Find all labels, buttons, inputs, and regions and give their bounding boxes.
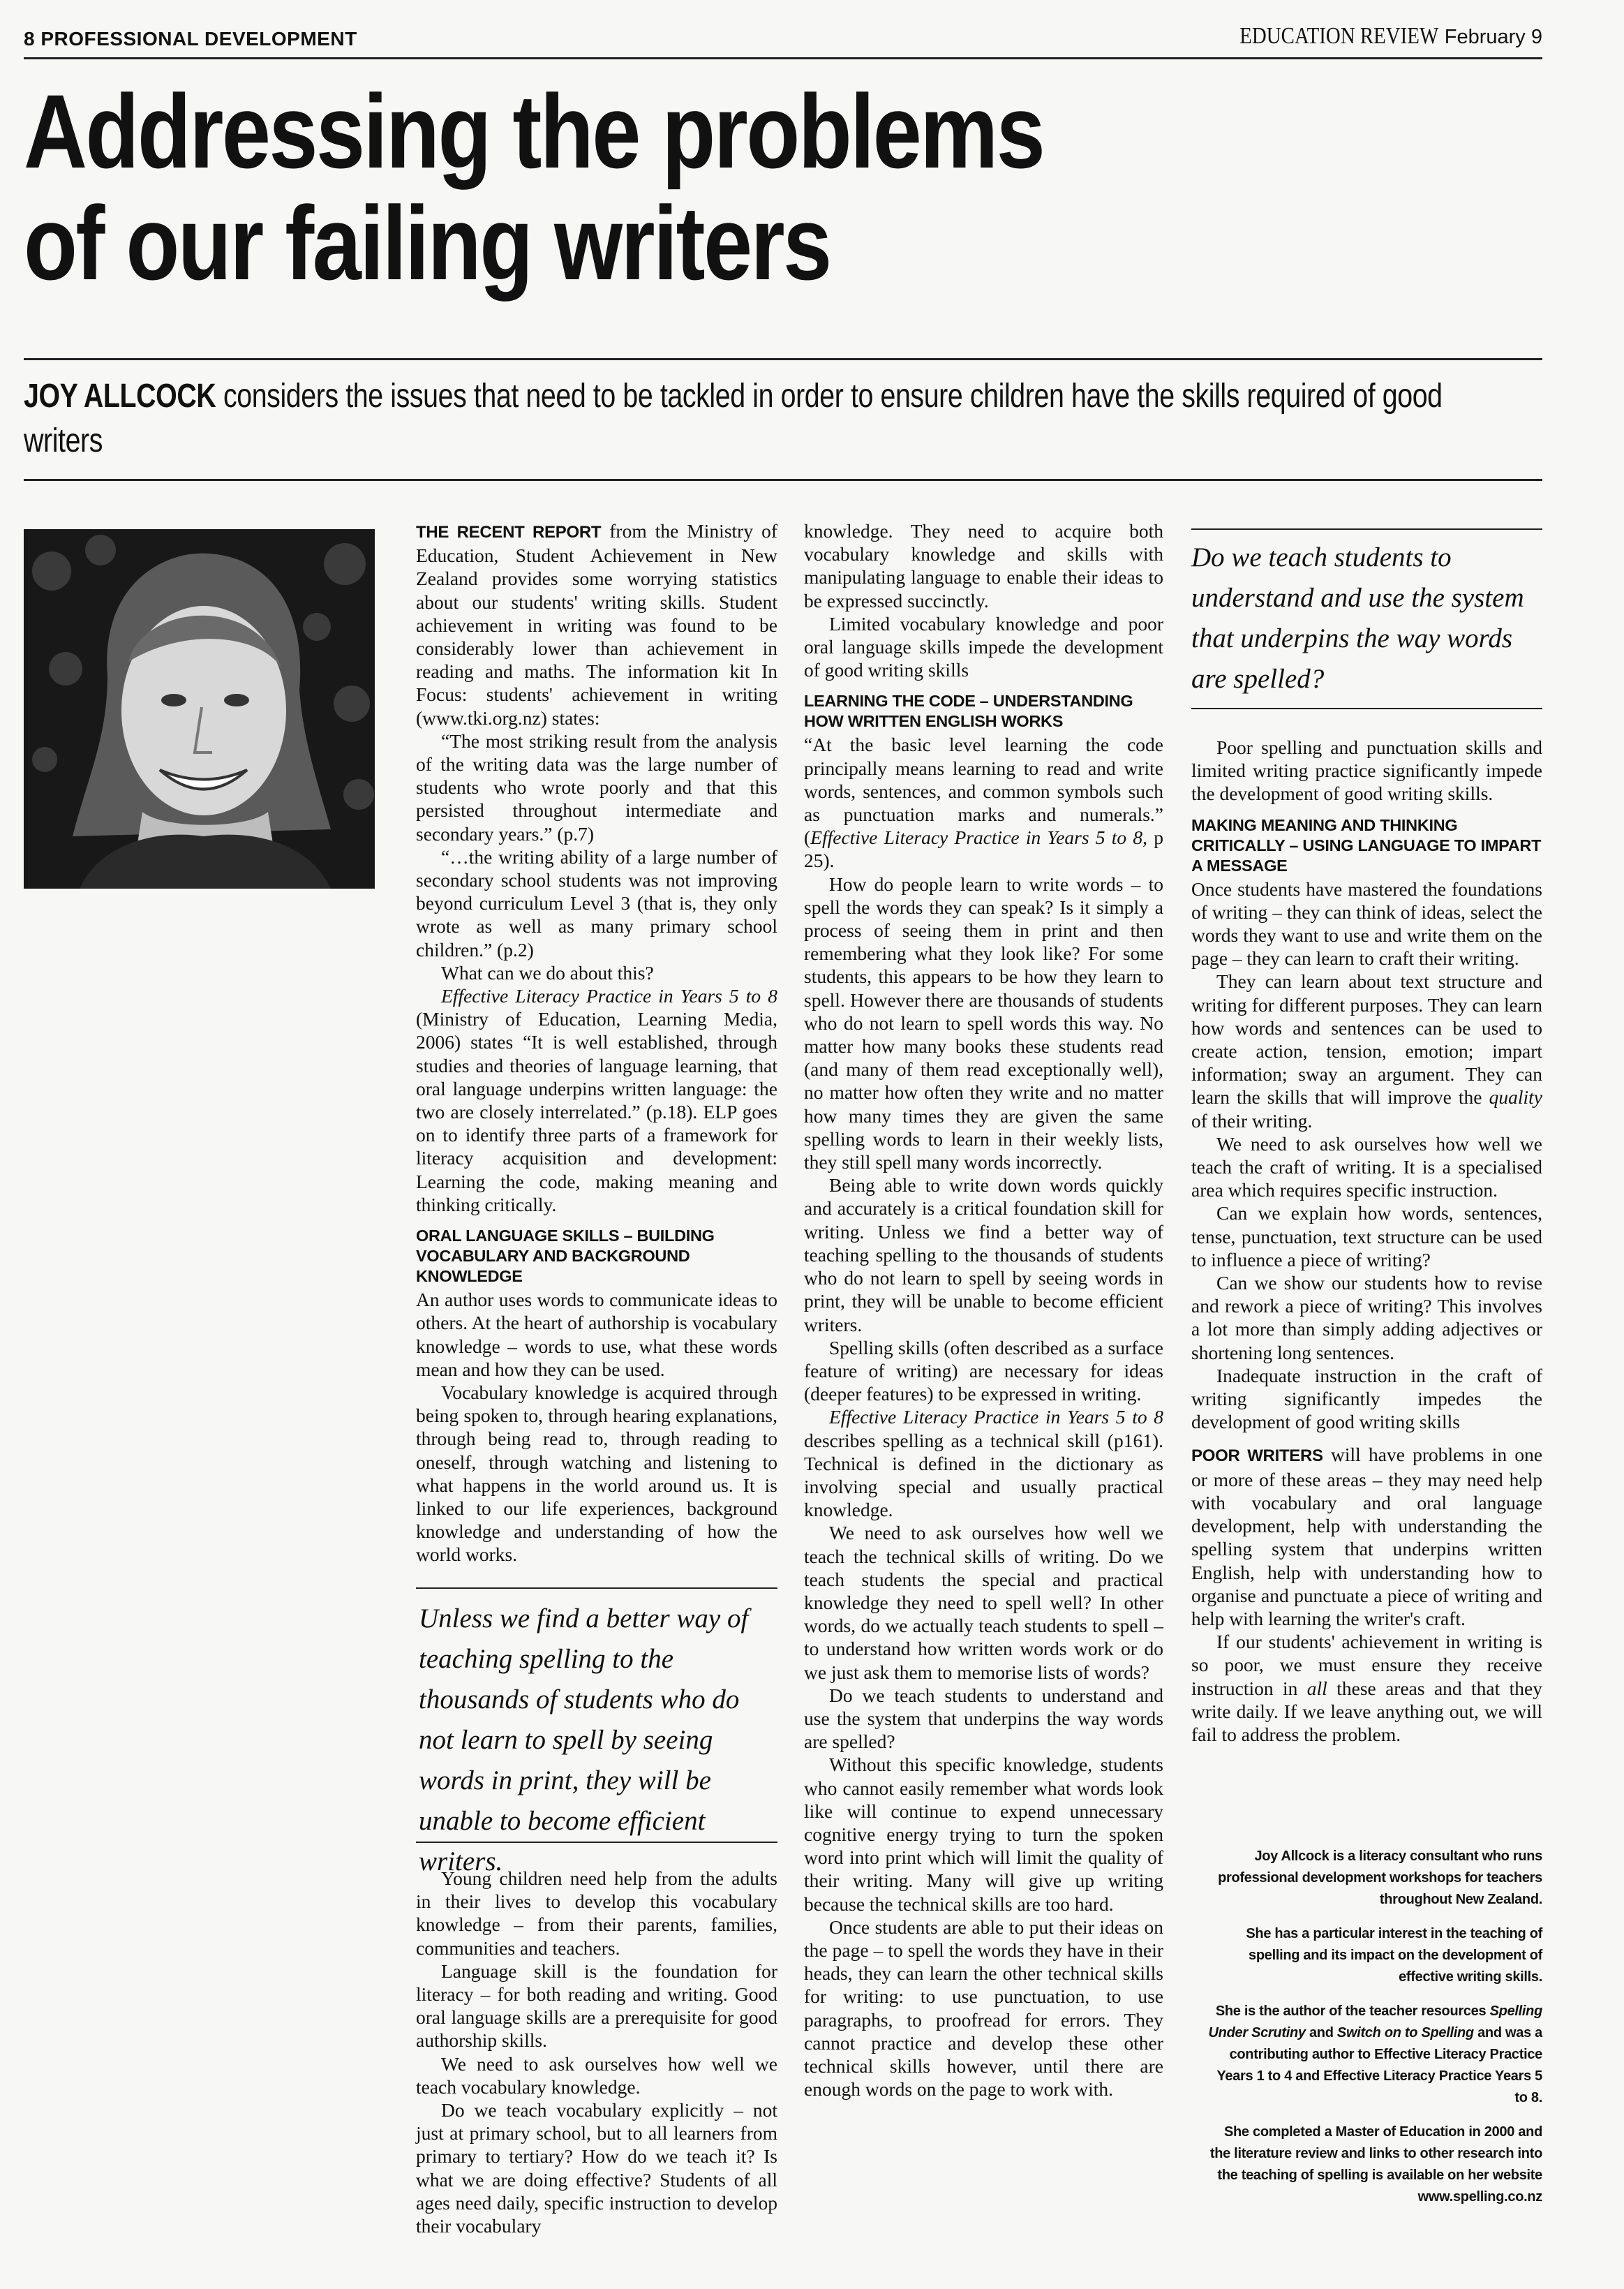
bio-para-3-a: She is the author of the teacher resources [1215,2003,1487,2019]
col2-para-9: Do we teach students to understand and use the system that underpins the way words are spelled? [804,1684,1163,1753]
col3-para-3-a: They can learn about text structure and writing for different purposes. They can learn how words and sentences can be used to create action, tension, emotion; impart information; sway an argument. They can learn the skills that will improve the [1191,970,1542,1109]
col1-para-7: Vocabulary knowledge is acquired through being spoken to, through hearing explanations, through being read to, through reading to oneself, through watching and listening to what happens in the world around us. It is linked to our life experiences, background knowledge and understanding of how the world works. [416,1381,777,1566]
col3-para-7: Inadequate instruction in the craft of writing significantly impedes the development of good writing skills [1191,1364,1542,1433]
col1-subhead-oral-language: ORAL LANGUAGE SKILLS – BUILDING VOCABULARY AND BACKGROUND KNOWLEDGE [416,1227,715,1286]
col1-para-3: “…the writing ability of a large number of secondary school students was not improving beyond curriculum Level 3 (that is, they only wrote as well as many primary school children.” (p.2) [416,845,777,961]
standfirst [24,374,1477,464]
pullquote-1: Unless we find a better way of teaching spelling to the thousands of students who do not learn to spell by seeing words in print, they will be unable to become efficient writers. [419,1603,749,1876]
col1-para-5-title: Effective Literacy Practice in Years 5 to 8 [441,985,777,1007]
page-number: 8 [24,28,36,50]
standfirst-text: considers the issues that need to be tackled in order to ensure children have the skills required of good writers [24,378,1443,459]
col2-subhead-learning-the-code: LEARNING THE CODE – UNDERSTANDING HOW WRITTEN ENGLISH WORKS [804,692,1133,731]
col3-para-5: Can we explain how words, sentences, tense, punctuation, text structure can be used to influence a piece of writing? [1191,1202,1542,1271]
pullquote-1-bottom-rule [416,1842,777,1843]
section-label: PROFESSIONAL DEVELOPMENT [40,28,357,50]
bio-para-3-and: and [1309,2025,1334,2040]
pullquote-2-top-rule [1191,528,1542,530]
col3-para-1: Poor spelling and punctuation skills and limited writing practice significantly impede the development of good writing skills. [1191,736,1542,805]
col1-para-2: “The most striking result from the analysis of the writing data was the large number of students who wrote poorly and that this persisted throughout intermediate and secondary years.” (p.7) [416,729,777,845]
col2-para-11: Once students are able to put their ideas on the page – to spell the words they have in their heads, they can learn the other technical skills for writing: to use punctuation, to use paragraphs, to proofread for errors. They cannot practice and develop these other technical skills however, until there are enough words on the page to work with. [804,1916,1163,2101]
headline [24,73,1044,302]
col2-para-4: How do people learn to write words – to spell the words they can speak? Is it simply a process of seeing them in print and then remembering what they look like? For some students, this appears to be how they learn to spell. However there are thousands of students who do not learn to spell words this way. No matter how many books these students read (and many of them read exceptionally well), no matter how often they write and no matter how many times they are given the same spelling words to learn in their weekly lists, they still spell many words incorrectly. [804,873,1163,1173]
bio-para-3-b: and was a contributing author to Effective Literacy Practice Years 1 to 4 and Effective Literacy Practice Years 5 to 8. [1216,2025,1542,2105]
col3-para-3-b: of their writing. [1191,1109,1313,1132]
bio-para-2: She has a particular interest in the teaching of spelling and its impact on the development of effective writing skills. [1246,1926,1542,1985]
col2-para-3-a: “At the basic level learning the code principally means learning to read and write words, sentences, and common symbols such as punctuation marks and numerals.” ( [804,734,1163,849]
author-bio [1200,1846,1542,2221]
col1-para-5 [416,984,777,1216]
publication-info [1205,23,1542,50]
bio-para-3 [1200,2001,1542,2109]
col2-para-6: Spelling skills (often described as a surface feature of writing) are necessary for ideas (deeper features) to be expressed in writing. [804,1336,1163,1405]
headline-line-1: Addressing the problems [24,73,1044,190]
col2-para-7 [804,1405,1163,1521]
column-1-continued [416,1867,777,2237]
pullquote-1-top-rule [416,1587,777,1589]
masthead-rule [24,57,1542,59]
col1-para-1 [416,519,777,729]
col2-para-7-text: describes spelling as a technical skill (p161). Technical is defined in the dictionary as involving special and usually practical knowledge. [804,1429,1163,1521]
col1-para-1-text: from the Ministry of Education, Student Achievement in New Zealand provides some worrying statistics about our students' writing skills. Student achievement in writing was found to be considerably lower than achievement in reading and maths. The information kit In Focus: students' achievement in writing (www.tki.org.nz) states: [416,520,778,729]
col3-para-2: Once students have mastered the foundations of writing – they can think of ideas, select the words they want to use and write them on the page – they can learn to craft their writing. [1191,877,1542,970]
column-1 [416,519,777,1566]
standfirst-author: JOY ALLCOCK [24,378,216,415]
col1-para-10: We need to ask ourselves how well we teach vocabulary knowledge. [416,2052,777,2098]
col3-para-3 [1191,970,1542,1132]
col2-para-8: We need to ask ourselves how well we teach the technical skills of writing. Do we teach students the special and practical knowledge they need to spell well? In other words, do we actually teach students to spell – to understand how written words work or do we just ask them to memorise lists of words? [804,1522,1163,1683]
col2-para-7-title: Effective Literacy Practice in Years 5 to 8 [829,1406,1163,1428]
col2-para-3-b: , p 25). [804,827,1164,872]
standfirst-top-rule [24,358,1542,360]
bio-book-1: Spelling Under Scrutiny [1208,2003,1542,2040]
col3-subhead-making-meaning: MAKING MEANING AND THINKING CRITICALLY – USING LANGUAGE TO IMPART A MESSAGE [1191,815,1542,875]
col2-para-5: Being able to write down words quickly and accurately is a critical foundation skill for writing. Unless we find a better way of teaching spelling to the thousands of students who do not learn to spell by seeing words in print, they will be unable to become efficient writers. [804,1174,1163,1335]
col3-para-4: We need to ask ourselves how well we teach the craft of writing. It is a specialised area which requires specific instruction. [1191,1132,1542,1201]
col3-para-9-em: all [1306,1677,1327,1699]
author-photo-icon [24,529,375,889]
col2-para-3 [804,733,1163,872]
col1-lead-in: THE RECENT REPORT [416,523,602,542]
issue-date: February 9 [1444,26,1542,48]
col3-para-9-a: If our students' achievement in writing is so poor, we must ensure they receive instruction in [1191,1631,1542,1699]
col3-para-3-em: quality [1489,1086,1543,1109]
col3-para-9 [1191,1630,1542,1746]
col2-para-3-title: Effective Literacy Practice in Years 5 to 8 [810,827,1143,849]
col2-para-1: knowledge. They need to acquire both vocabulary knowledge and skills with manipulating language to enable their ideas to be expressed succinctly. [804,520,1163,612]
column-3 [1191,736,1542,1746]
col2-para-2: Limited vocabulary knowledge and poor oral language skills impede the development of good writing skills [804,612,1163,681]
col1-para-9: Language skill is the foundation for literacy – for both reading and writing. Good oral language skills are a prerequisite for good authorship skills. [416,1960,777,2052]
col3-para-8-text: will have problems in one or more of these areas – they may need help with vocabulary and oral language development, help with understanding the spelling system that underpins written English, help with understanding how to organise and punctuate a piece of writing and help with learning the writer's craft. [1191,1444,1543,1629]
col1-para-11: Do we teach vocabulary explicitly – not just at primary school, but to all learners from primary to tertiary? How do we teach it? Is what we are doing effective? Students of all ages need daily, specific instruction to develop their vocabulary [416,2099,777,2237]
bio-para-1: Joy Allcock is a literacy consultant who runs professional development workshops for teachers throughout New Zealand. [1218,1849,1542,1907]
col1-para-6: An author uses words to communicate ideas to others. At the heart of authorship is vocabulary knowledge – words to use, what these words mean and how they can be used. [416,1289,777,1380]
pullquote-2-bottom-rule [1191,708,1542,709]
column-2 [804,519,1163,2101]
col3-para-6: Can we show our students how to revise and rework a piece of writing? This involves a lot more than simply adding adjectives or shortening long sentences. [1191,1272,1542,1363]
bio-para-4: She completed a Master of Education in 2000 and the literature review and links to other research into the teaching of spelling is available on her website www.spelling.co.nz [1209,2124,1542,2205]
col2-para-10: Without this specific knowledge, students who cannot easily remember what words look like will continue to expend unnecessary cognitive energy trying to turn the spoken word into print which will limit the quality of their writing. Many will give up writing because the technical skills are too hard. [804,1754,1163,1915]
col3-lead-in: POOR WRITERS [1191,1446,1323,1466]
headline-line-2: of our failing writers [24,184,830,302]
col3-para-8 [1191,1443,1542,1630]
author-photo [24,529,375,889]
col1-para-5-text: (Ministry of Education, Learning Media, 2006) states “It is well established, through studies and theories of language learning, that oral language underpins written language: the two are closely interrelated.” (p.18). ELP goes on to identify three parts of a framework for literacy acquisition and development: Learning the code, making meaning and thinking critically. [416,1008,777,1215]
page-folio [24,28,357,50]
col3-para-9-b: these areas and that they write daily. If we leave anything out, we will fail to address the problem. [1191,1677,1543,1745]
col1-para-4: What can we do about this? [441,961,654,984]
standfirst-bottom-rule [24,479,1542,481]
col1-para-8: Young children need help from the adults in their lives to develop this vocabulary knowledge – from their parents, families, communities and teachers. [416,1867,777,1959]
bio-book-2: Switch on to Spelling [1336,2025,1474,2040]
pullquote-2: Do we teach students to understand and use the system that underpins the way words are spelled? [1191,542,1524,694]
publication-name: EDUCATION REVIEW [1239,23,1439,49]
